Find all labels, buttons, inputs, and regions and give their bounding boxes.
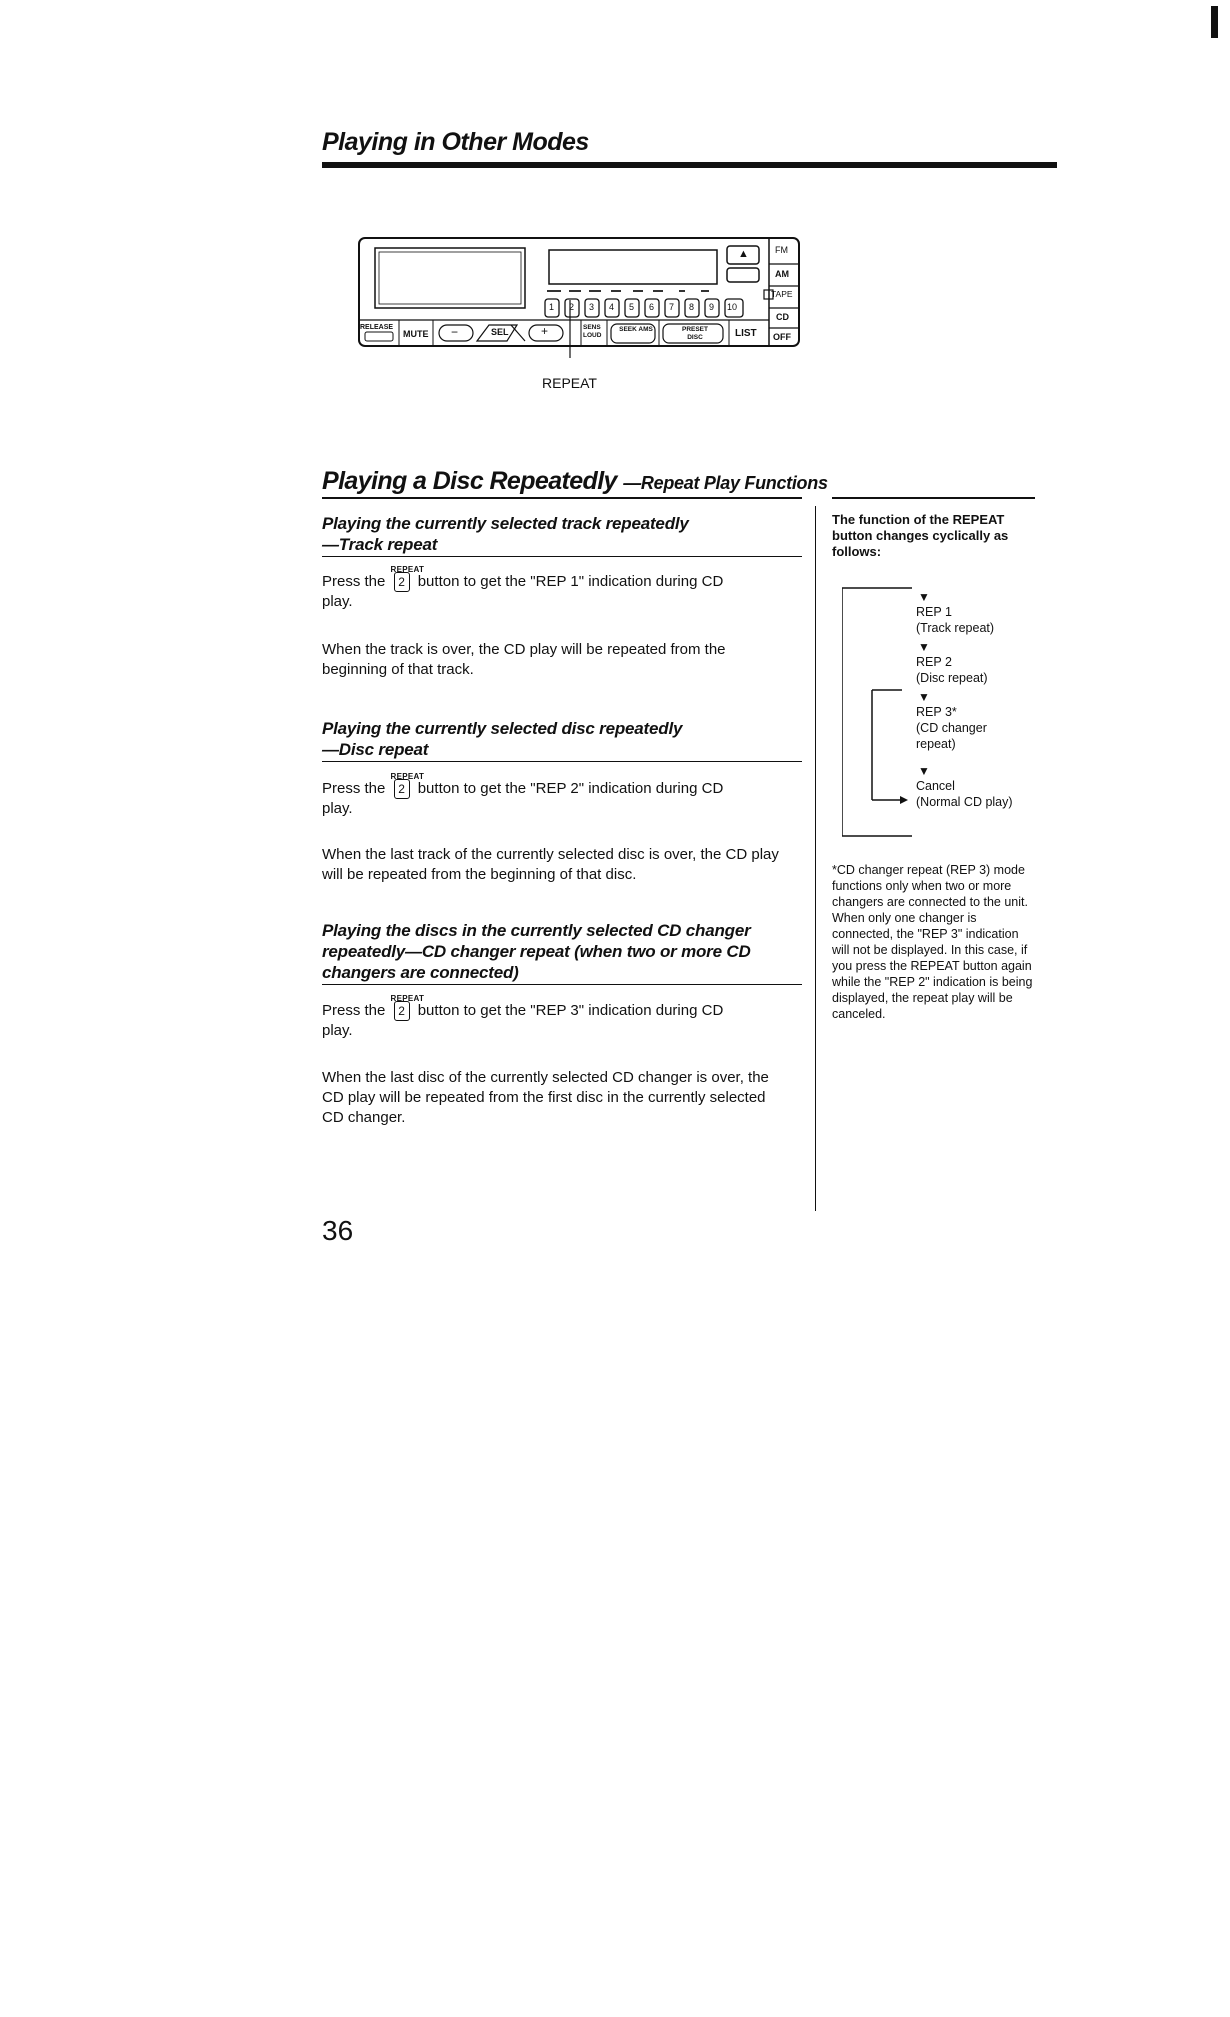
number-button-3: 3 xyxy=(589,302,595,312)
flow-item-cancel xyxy=(916,778,1013,810)
flow-rep1-label: REP 1 xyxy=(916,605,952,619)
flow-item-rep2 xyxy=(916,654,988,686)
flow-cancel-label: Cancel xyxy=(916,779,955,793)
number-button-4: 4 xyxy=(609,302,615,312)
changer-repeat-note: When the last disc of the currently selected CD changer is over, the CD play will be repeated from the first disc in the currently selected CD changer. xyxy=(322,1069,769,1126)
number-button-2: 2 xyxy=(569,302,575,312)
disc-repeat-note: When the last track of the currently selected disc is over, the CD play will be repeated from the beginning of that disc. xyxy=(322,846,779,883)
number-button-5: 5 xyxy=(629,302,635,312)
section-rule xyxy=(322,497,802,499)
arrow-down-icon: ▼ xyxy=(918,640,930,654)
instruction-text: button to get the "REP 1" indication during CD xyxy=(417,573,724,590)
flow-cancel-detail: (Normal CD play) xyxy=(916,795,1013,809)
sens-loud-label: SENS LOUD xyxy=(583,324,602,339)
chapter-title: Playing in Other Modes xyxy=(322,128,589,156)
tape-label: TAPE xyxy=(771,289,793,299)
number-button-8: 8 xyxy=(689,302,695,312)
page-number: 36 xyxy=(322,1215,354,1246)
off-label: OFF xyxy=(773,332,791,342)
repeat-button-icon xyxy=(390,772,425,799)
track-repeat-note: When the track is over, the CD play will be repeated from the beginning of that track. xyxy=(322,641,726,678)
repeat-button-icon xyxy=(390,565,425,592)
list-label: LIST xyxy=(735,328,757,339)
eject-icon: ▲ xyxy=(738,248,749,260)
am-label: AM xyxy=(775,269,789,279)
flow-rep3-detail: (CD changer repeat) xyxy=(916,721,987,751)
disc-repeat-heading-line2: —Disc repeat xyxy=(322,740,429,759)
disc-repeat-rule xyxy=(322,761,802,762)
repeat-callout-label: REPEAT xyxy=(542,375,597,391)
number-button-6: 6 xyxy=(649,302,655,312)
arrow-down-icon: ▼ xyxy=(918,764,930,778)
cycle-lines xyxy=(842,582,912,842)
minus-label: − xyxy=(451,325,459,339)
track-repeat-heading-line1: Playing the currently selected track repeatedly xyxy=(322,514,689,533)
repeat-button-label: REPEAT xyxy=(390,772,425,782)
repeat-button-number: 2 xyxy=(398,782,405,797)
section-subtitle: —Repeat Play Functions xyxy=(623,473,828,493)
changer-repeat-heading-line2: repeatedly—CD changer repeat (when two or more CD xyxy=(322,942,751,961)
press-the-text: Press the xyxy=(322,1002,386,1019)
number-button-1: 1 xyxy=(549,302,555,312)
press-the-text: Press the xyxy=(322,573,386,590)
flow-item-rep1 xyxy=(916,604,994,636)
arrow-down-icon: ▼ xyxy=(918,690,930,704)
instruction-end: play. xyxy=(322,1022,353,1040)
fm-label: FM xyxy=(775,245,788,255)
mute-label: MUTE xyxy=(403,329,429,339)
number-button-10: 10 xyxy=(727,302,738,312)
flow-rep2-label: REP 2 xyxy=(916,655,952,669)
flow-rep2-detail: (Disc repeat) xyxy=(916,671,988,685)
instruction-end: play. xyxy=(322,593,353,611)
chapter-rule xyxy=(322,162,1057,168)
arrow-down-icon: ▼ xyxy=(918,590,930,604)
plus-label: + xyxy=(541,324,549,338)
section-title-main: Playing a Disc Repeatedly xyxy=(322,467,617,495)
repeat-button-label: REPEAT xyxy=(390,565,425,575)
number-button-7: 7 xyxy=(669,302,675,312)
changer-repeat-heading-line1: Playing the discs in the currently selected CD changer xyxy=(322,921,751,940)
disc-repeat-heading-line1: Playing the currently selected disc repeatedly xyxy=(322,719,683,738)
preset-disc-label: PRESET DISC xyxy=(681,326,708,341)
number-button-9: 9 xyxy=(709,302,715,312)
repeat-button-number: 2 xyxy=(398,1004,405,1019)
repeat-cycle-diagram xyxy=(842,582,1042,842)
repeat-button-icon xyxy=(390,994,425,1021)
sidebar-footnote: *CD changer repeat (REP 3) mode functions only when two or more changers are connected to the unit. When only one changer is connected, the "REP 3" indication will not be displayed. In this case, if you press the REPEAT button again while the "REP 2" indication is being displayed, the repeat play will be canceled. xyxy=(832,863,1033,1021)
sidebar-rule xyxy=(832,497,1035,499)
cd-label: CD xyxy=(776,312,789,322)
seek-ams-label: SEEK AMS xyxy=(619,326,653,333)
repeat-button-number: 2 xyxy=(398,575,405,590)
sel-label: SEL xyxy=(491,327,509,337)
instruction-text: button to get the "REP 3" indication during CD xyxy=(417,1002,724,1019)
disc-repeat-heading xyxy=(322,718,802,760)
press-the-text: Press the xyxy=(322,780,386,797)
changer-repeat-rule xyxy=(322,984,802,985)
disc-repeat-instruction xyxy=(322,772,802,819)
changer-repeat-heading-line3: changers are connected) xyxy=(322,963,519,982)
repeat-button-label: REPEAT xyxy=(390,994,425,1004)
flow-rep3-label: REP 3* xyxy=(916,705,957,719)
track-repeat-heading-line2: —Track repeat xyxy=(322,535,438,554)
changer-repeat-heading xyxy=(322,920,802,983)
release-label: RELEASE xyxy=(360,324,394,331)
number-buttons xyxy=(545,299,745,317)
instruction-text: button to get the "REP 2" indication during CD xyxy=(417,780,724,797)
section-title xyxy=(322,467,828,496)
flow-item-rep3 xyxy=(916,704,1026,752)
track-repeat-rule xyxy=(322,556,802,557)
page-edge-mark xyxy=(1211,6,1218,38)
sidebar-intro: The function of the REPEAT button changes cyclically as follows: xyxy=(832,512,1009,559)
track-repeat-instruction xyxy=(322,565,802,612)
instruction-end: play. xyxy=(322,800,353,818)
car-stereo-diagram xyxy=(357,236,805,358)
flow-rep1-detail: (Track repeat) xyxy=(916,621,995,635)
sidebar-divider xyxy=(815,506,816,1211)
track-repeat-heading xyxy=(322,513,802,555)
changer-repeat-instruction xyxy=(322,994,802,1041)
